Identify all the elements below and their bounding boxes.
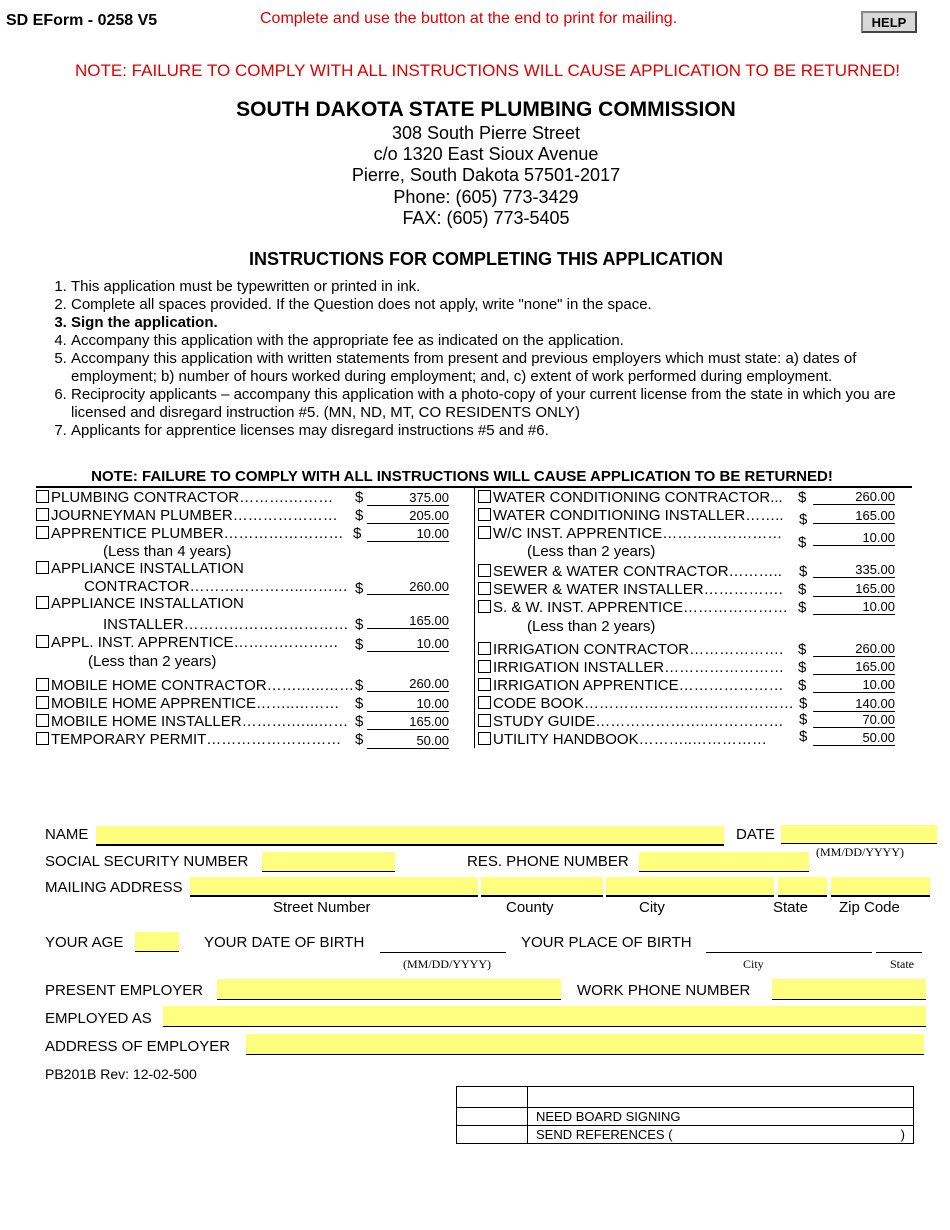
fee-item[interactable]: IRRIGATION APPRENTICE………………… xyxy=(478,677,784,695)
fee-item[interactable]: MOBILE HOME CONTRACTOR…….…..…… xyxy=(36,677,354,695)
checkbox[interactable] xyxy=(36,678,49,691)
checkbox[interactable] xyxy=(478,642,491,655)
fee-item[interactable]: SEWER & WATER CONTRACTOR……….. xyxy=(478,563,782,581)
county-label: County xyxy=(506,899,554,916)
fee-amount: 10.00 xyxy=(367,527,449,542)
fee-amount: 165.00 xyxy=(367,614,449,629)
state-label: State xyxy=(773,899,809,916)
res-phone-label: RES. PHONE NUMBER xyxy=(467,853,629,870)
fee-item[interactable]: UTILITY HANDBOOK………..…………… xyxy=(478,731,767,749)
name-label: NAME xyxy=(45,826,89,843)
office-cell xyxy=(528,1087,914,1108)
checkbox[interactable] xyxy=(36,490,49,503)
instruction-item: 5. Accompany this application with written statements from present and previous employers which must state: a) dates of employment; b) number of hours worked during employment; and, c) extent of work performed during employment. xyxy=(71,350,941,386)
fee-amount: 260.00 xyxy=(367,677,449,692)
fee-amount: 260.00 xyxy=(367,580,449,595)
agency-address-1: 308 South Pierre Street xyxy=(391,123,581,143)
dollar-sign: $ xyxy=(799,563,808,580)
street-input[interactable] xyxy=(190,877,478,897)
instruction-item: 6. Reciprocity applicants – accompany this application with a photo-copy of your current license from the state in which you are licensed and disregard instruction #5. (MN, ND, MT, CO RESIDENTS ONLY) xyxy=(71,386,941,422)
fee-item[interactable]: IRRIGATION INSTALLER…………………… xyxy=(478,659,784,677)
fee-amount: 50.00 xyxy=(367,734,449,749)
dollar-sign: $ xyxy=(798,641,807,658)
fee-item[interactable]: WATER CONDITIONING INSTALLER…….. xyxy=(478,507,784,525)
checkbox[interactable] xyxy=(36,732,49,745)
fee-note: (Less than 2 years) xyxy=(527,543,656,560)
checkbox[interactable] xyxy=(36,508,49,521)
dollar-sign: $ xyxy=(353,525,362,542)
fee-amount: 375.00 xyxy=(367,491,449,506)
fee-amount: 10.00 xyxy=(367,637,449,652)
fee-note: (Less than 2 years) xyxy=(527,618,656,635)
fee-item[interactable]: MOBILE HOME INSTALLER……….…...…… xyxy=(36,713,348,731)
fee-item[interactable]: MOBILE HOME APPRENTICE……..……… xyxy=(36,695,339,713)
fee-note: (Less than 2 years) xyxy=(88,653,217,670)
checkbox[interactable] xyxy=(478,508,491,521)
agency-phone: Phone: (605) 773-3429 xyxy=(393,187,579,207)
dollar-sign: $ xyxy=(355,580,364,597)
form-id: SD EForm - 0258 V5 xyxy=(6,12,158,29)
instruction-item: 7. Applicants for apprentice licenses may disregard instructions #5 and #6. xyxy=(71,422,941,440)
fee-amount: 50.00 xyxy=(813,731,895,746)
office-cell xyxy=(457,1108,528,1126)
zip-label: Zip Code xyxy=(839,899,900,916)
pob-city-hint: City xyxy=(743,957,764,971)
instruction-item: 1. This application must be typewritten or printed in ink. xyxy=(71,278,941,296)
fee-item[interactable]: IRRIGATION CONTRACTOR………………. xyxy=(478,641,783,659)
work-phone-input[interactable] xyxy=(772,979,926,1000)
checkbox[interactable] xyxy=(36,561,49,574)
res-phone-input[interactable] xyxy=(639,852,809,872)
dollar-sign: $ xyxy=(798,659,807,676)
fee-item[interactable]: APPLIANCE INSTALLATION xyxy=(36,560,244,578)
checkbox[interactable] xyxy=(478,526,491,539)
dob-hint: (MM/DD/YYYY) xyxy=(403,957,491,971)
fee-amount: 335.00 xyxy=(813,563,895,578)
zip-input[interactable] xyxy=(831,877,930,897)
fee-amount: 10.00 xyxy=(813,600,895,615)
fee-item[interactable]: WATER CONDITIONING CONTRACTOR... xyxy=(478,489,783,507)
state-input[interactable] xyxy=(778,877,827,897)
print-instruction: Complete and use the button at the end to print for mailing. xyxy=(260,10,678,27)
checkbox[interactable] xyxy=(478,582,491,595)
checkbox[interactable] xyxy=(478,490,491,503)
agency-fax: FAX: (605) 773-5405 xyxy=(402,208,570,228)
dob-label: YOUR DATE OF BIRTH xyxy=(204,934,365,951)
dollar-sign: $ xyxy=(355,713,364,730)
checkbox[interactable] xyxy=(478,600,491,613)
fee-item[interactable]: APPL. INST. APPRENTICE………………… xyxy=(36,634,339,652)
fee-amount: 165.00 xyxy=(367,715,449,730)
checkbox[interactable] xyxy=(478,696,491,709)
employer-label: PRESENT EMPLOYER xyxy=(45,982,204,999)
mailing-address-label: MAILING ADDRESS xyxy=(45,879,183,896)
pob-city-input[interactable] xyxy=(706,952,872,953)
dollar-sign: $ xyxy=(355,695,364,712)
agency-address-3: Pierre, South Dakota 57501-2017 xyxy=(351,165,621,185)
employed-as-input[interactable] xyxy=(163,1006,926,1027)
street-label: Street Number xyxy=(273,899,371,916)
form-revision: PB201B Rev: 12-02-500 xyxy=(45,1066,197,1082)
fee-item[interactable]: APPLIANCE INSTALLATION xyxy=(36,595,244,613)
instructions-title: INSTRUCTIONS FOR COMPLETING THIS APPLICATION xyxy=(249,249,723,269)
checkbox[interactable] xyxy=(478,564,491,577)
instructions-list xyxy=(46,278,941,440)
fee-item[interactable]: SEWER & WATER INSTALLER……………. xyxy=(478,581,783,599)
fee-amount: 165.00 xyxy=(813,660,895,675)
dollar-sign: $ xyxy=(798,677,807,694)
checkbox[interactable] xyxy=(36,714,49,727)
dollar-sign: $ xyxy=(799,711,808,728)
instruction-item: 4. Accompany this application with the appropriate fee as indicated on the application. xyxy=(71,332,941,350)
fee-item[interactable]: APPRENTICE PLUMBER…………………… xyxy=(36,525,344,543)
dollar-sign: $ xyxy=(355,677,364,694)
office-cell xyxy=(457,1126,528,1144)
agency-name: SOUTH DAKOTA STATE PLUMBING COMMISSION xyxy=(236,98,736,121)
fee-amount: 70.00 xyxy=(813,713,895,728)
dollar-sign: $ xyxy=(355,731,364,748)
fee-amount: 260.00 xyxy=(813,642,895,657)
fee-amount: 165.00 xyxy=(813,582,895,597)
fee-amount: 165.00 xyxy=(813,509,895,524)
dollar-sign: $ xyxy=(798,534,807,551)
age-input[interactable] xyxy=(135,932,179,952)
dollar-sign: $ xyxy=(799,511,808,528)
checkbox[interactable] xyxy=(36,696,49,709)
fee-item[interactable]: TEMPORARY PERMIT……………………… xyxy=(36,731,341,749)
city-label: City xyxy=(639,899,665,916)
fee-item[interactable]: STUDY GUIDE…………………..…………… xyxy=(478,713,784,731)
fee-label-cont: INSTALLER…………………………… xyxy=(103,616,349,633)
pob-state-input[interactable] xyxy=(876,952,922,953)
instruction-item: 2. Complete all spaces provided. If the Question does not apply, write "none" in the space. xyxy=(71,296,941,314)
fee-item[interactable]: CODE BOOK…………………………………… xyxy=(478,695,794,713)
checkbox[interactable] xyxy=(478,714,491,727)
dollar-sign: $ xyxy=(799,728,808,745)
need-board-signing: NEED BOARD SIGNING xyxy=(528,1108,914,1126)
dollar-sign: $ xyxy=(355,636,364,653)
fee-item[interactable]: PLUMBING CONTRACTOR……….……… xyxy=(36,489,333,507)
office-cell xyxy=(457,1087,528,1108)
fee-item[interactable]: JOURNEYMAN PLUMBER………………… xyxy=(36,507,338,525)
dollar-sign: $ xyxy=(799,695,808,712)
fees-warning-note: NOTE: FAILURE TO COMPLY WITH ALL INSTRUCTIONS WILL CAUSE APPLICATION TO BE RETURNED! xyxy=(91,468,833,485)
column-divider xyxy=(474,488,475,748)
fee-amount: 205.00 xyxy=(367,509,449,524)
pob-state-hint: State xyxy=(890,957,914,971)
fee-label-cont: CONTRACTOR…………………..……… xyxy=(84,578,348,595)
send-references: SEND REFERENCES ( ) xyxy=(528,1126,914,1144)
fee-amount: 260.00 xyxy=(813,490,895,505)
office-use-table xyxy=(456,1086,914,1144)
pob-label: YOUR PLACE OF BIRTH xyxy=(521,934,692,951)
agency-address-2: c/o 1320 East Sioux Avenue xyxy=(373,144,599,164)
dollar-sign: $ xyxy=(798,581,807,598)
fee-item[interactable]: S. & W. INST. APPRENTICE………………… xyxy=(478,599,788,617)
date-input[interactable] xyxy=(781,825,937,844)
instruction-item: 3. Sign the application. xyxy=(71,314,941,332)
employer-address-label: ADDRESS OF EMPLOYER xyxy=(45,1038,231,1055)
checkbox[interactable] xyxy=(478,660,491,673)
city-input[interactable] xyxy=(606,877,774,897)
checkbox[interactable] xyxy=(36,635,49,648)
fee-amount: 140.00 xyxy=(813,697,895,712)
fee-note: (Less than 4 years) xyxy=(103,543,232,560)
employed-as-label: EMPLOYED AS xyxy=(45,1010,152,1027)
dollar-sign: $ xyxy=(355,489,364,506)
checkbox[interactable] xyxy=(36,596,49,609)
date-label: DATE xyxy=(736,826,775,843)
work-phone-label: WORK PHONE NUMBER xyxy=(577,982,751,999)
employer-input[interactable] xyxy=(217,979,561,1000)
dollar-sign: $ xyxy=(355,507,364,524)
fee-amount: 10.00 xyxy=(813,531,895,546)
fee-amount: 10.00 xyxy=(367,697,449,712)
checkbox[interactable] xyxy=(478,732,491,745)
name-input[interactable] xyxy=(96,826,724,846)
fee-item[interactable]: W/C INST. APPRENTICE…………………… xyxy=(478,525,782,543)
dollar-sign: $ xyxy=(355,616,364,633)
checkbox[interactable] xyxy=(478,678,491,691)
dollar-sign: $ xyxy=(798,489,807,506)
help-button[interactable]: HELP xyxy=(861,11,917,33)
age-label: YOUR AGE xyxy=(45,934,124,951)
county-input[interactable] xyxy=(481,877,603,897)
fee-amount: 10.00 xyxy=(813,678,895,693)
date-hint: (MM/DD/YYYY) xyxy=(816,845,904,859)
employer-address-input[interactable] xyxy=(246,1034,924,1055)
ssn-label: SOCIAL SECURITY NUMBER xyxy=(45,853,249,870)
checkbox[interactable] xyxy=(36,526,49,539)
ssn-input[interactable] xyxy=(262,852,395,872)
dollar-sign: $ xyxy=(798,599,807,616)
dob-input[interactable] xyxy=(380,952,506,953)
warning-note: NOTE: FAILURE TO COMPLY WITH ALL INSTRUCTIONS WILL CAUSE APPLICATION TO BE RETURNED! xyxy=(75,61,900,80)
